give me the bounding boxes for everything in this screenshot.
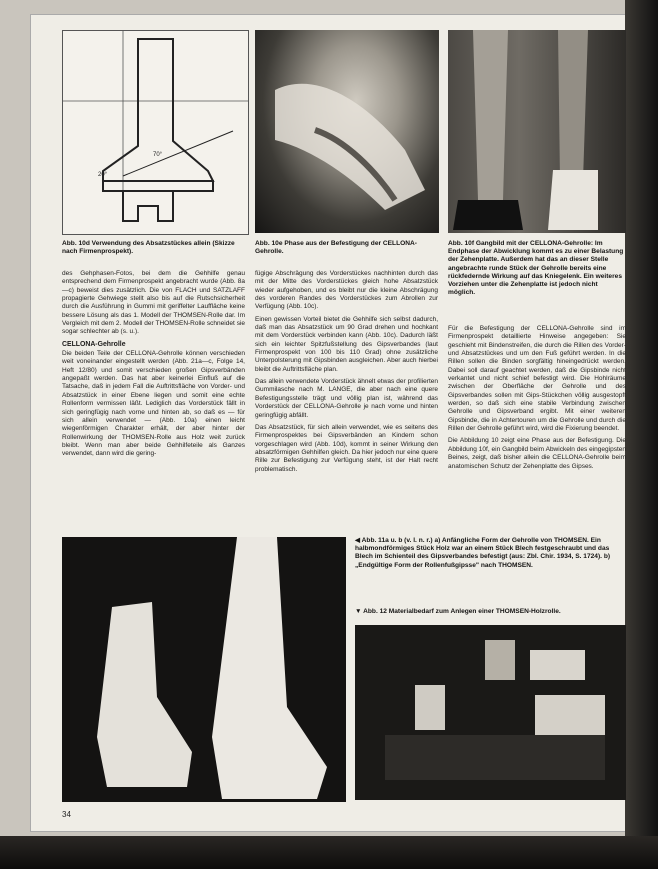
- walking-legs-illustration: [448, 30, 626, 233]
- angle-label-70: 70°: [153, 152, 163, 158]
- col2-paragraph-4: Das Absatzstück, für sich allein verwendet, wie es seitens des Firmenprospektes bei Gipsverbänden an Kindern schon vorgeschlagen wird (Abb. 10d), kommt in seiner Wirkung den absatzförmigen Gehhilfen gleich. Da hier jedoch nur eine quere Rille zur Befestigung zur Verfügung steht, ist der Halt recht problematisch.: [255, 423, 438, 473]
- caption-fig10e: Abb. 10e Phase aus der Befestigung der CELLONA-Gehrolle.: [255, 240, 417, 256]
- materials-illustration: [355, 625, 626, 800]
- figure-10e-photo: [255, 30, 439, 233]
- col2-paragraph-3: Das allein verwendete Vorderstück ähnelt etwas der profilierten Gummilasche nach M. LANGE, die aber nach eine quere Befestigungsstelle trägt und völlig plan ist, während das Vorderstück der CELLONA-Gehrolle je nach vorne und hinten geringfügig abfällt.: [255, 378, 438, 419]
- col1-heading-cellona: CELLONA-Gehrolle: [62, 340, 126, 348]
- page-gutter-shadow: [625, 0, 658, 869]
- figure-11-photo: [62, 537, 346, 802]
- text-column-2: [255, 270, 438, 478]
- angle-label-20: 20°: [98, 172, 108, 178]
- caption-fig12: ▼ Abb. 12 Materialbedarf zum Anlegen einer THOMSEN-Holzrolle.: [355, 608, 561, 615]
- figure-10d-sketch: [62, 30, 249, 235]
- plaster-casts-illustration: [62, 537, 346, 802]
- text-column-3: [448, 325, 626, 475]
- col1-paragraph-2: Die beiden Teile der CELLONA-Gehrolle können verschieden weit voneinander eingestellt werden (Abb. 21a—c, Folge 14, Heft 12/80) und somit verschieden großen Gipsverbänden angepaßt werden. Das hat aber keinerlei Einfluß auf die Tatsache, daß in jedem Fall die Auftrittsfläche von Vorder- und Absatzstück in einer Ebene liegen und somit eine echte Rollenform vermissen läßt. Lediglich das Vorderstück fällt in sich geringfügig nach vorne und hinten ab, so daß es — für sich allein verwendet — (Abb. 10a) einen leicht wiegenförmigen Charakter erhält, der aber hinter der Rollenwirkung der THOMSEN-Rolle aus Holz weit zurück bleibt. Wenn man aber beide Gehhilfeteile als Ganzes verwendet, dann wird die gering-: [62, 350, 245, 458]
- col1-paragraph-1: des Gehphasen-Fotos, bei dem die Gehhilfe genau entsprechend dem Firmenprospekt angebracht wurde (Abb. 8a—c) beweist dies zusätzlich. Die von FLACH und SATZLAFF propagierte Gehwiege stellt also bis auf die Rutschsicherheit durch die Ausführung in Gummi mit geriffelter Lauffläche keine bessere Lösung als das 1. Modell der THOMSEN-Rolle dar. Im Vergleich mit dem 2. Modell der THOMSEN-Rolle schneidet sie sogar schlechter ab (s. u.).: [62, 270, 245, 336]
- col2-paragraph-2: Einen gewissen Vorteil bietet die Gehhilfe sich selbst dadurch, daß man das Absatzstück um 90 Grad drehen und hochkant mit dem Vorderstück verbinden kann (Abb. 10c). Dadurch läßt sich ein leichter Spitzfußstellung des Gipsverbandes (laut Firmenprospekt von 100 bis 110 Grad) ohne zusätzliche Unterpolsterung mit Gipsbinden ausgleichen. Aber auch hierbei bleibt die Auftrittsfläche plan.: [255, 315, 438, 373]
- caption-fig10f: Abb. 10f Gangbild mit der CELLONA-Gehrolle: Im Endphase der Abwicklung kommt es zu einer Belastung der Zehenplatte. Außerdem hat das an dieser Stelle angebrachte runde Stück der Gehrolle bereits eine rückfedernde Wirkung auf das Kniegelenk. Ein weiteres Vorziehen unter die Zehenplatte ist jedoch nicht möglich.: [448, 240, 624, 297]
- figure-10f-photo: [448, 30, 626, 233]
- col3-paragraph-2: Die Abbildung 10 zeigt eine Phase aus der Befestigung. Die Abbildung 10f, ein Gangbild beim Abwickeln des eingegipsten Beines, zeigt, daß bisher allein die CELLONA-Gehrolle beim anatomischen Schutz der Zehenplatte des Gipses.: [448, 437, 626, 470]
- figure-12-photo: [355, 625, 626, 800]
- col2-paragraph-1: fügige Abschrägung des Vorderstückes nachhinten durch das mit der Mitte des Vorderstückes gleich hohe Absatzstück wieder aufgehoben, und es bleibt nur die kleine Abschrägung des vorderen Randes des Vorderstückes zum Abrollen zur Verfügung (Abb. 10c).: [255, 270, 438, 311]
- down-arrow-icon: ▼: [355, 608, 364, 615]
- col3-paragraph-1: Für die Befestigung der CELLONA-Gehrolle sind im Firmenprospekt detaillierte Hinweise angegeben: Sie geschieht mit Bindenstreifen, die durch die Rillen des Vorder- und Absatzstückes und um den Fuß geführt werden. In die Rillen sollen die Binden sorgfältig hineingedrückt werden. Dabei soll darauf geachtet werden, daß die Gipsbinde nicht verkantet und nicht schief befestigt wird. Die Hohlräume zwischen der Oberfläche der Gehrolle und des Gipsverbandes sollen mit Gips-Stückchen völlig ausgestopft werden, so daß sich eine stabile Verbindung zwischen Gehrolle und Gipsverband ergibt. Mit einer weiteren Gipsbinde, die in Achtertouren um die Gehrolle und durch die Rillen der Gehrolle geführt wird, wird die Fixierung beendet.: [448, 325, 626, 433]
- text-column-1: [62, 270, 245, 463]
- scan-bottom-edge: [0, 836, 658, 869]
- left-arrow-icon: ◀: [355, 537, 362, 544]
- caption-fig11: ◀ Abb. 11a u. b (v. l. n. r.) a) Anfängliche Form der Gehrolle von THOMSEN. Ein halbmondförmiges Stück Holz war an einem Stück Blech festgeschraubt und das Blech im Schienteil des Gipsverbandes befestigt (aus: Zbl. Chir. 1934, S. 1724). b) „Endgültige Form der Rollenfußgipsse" nach THOMSEN.: [355, 537, 611, 569]
- plaster-hands-illustration: [255, 30, 439, 233]
- caption-fig10d: Abb. 10d Verwendung des Absatzstückes allein (Skizze nach Firmenprospekt).: [62, 240, 235, 256]
- heel-piece-sketch: [63, 31, 248, 234]
- page-number: 34: [62, 810, 71, 819]
